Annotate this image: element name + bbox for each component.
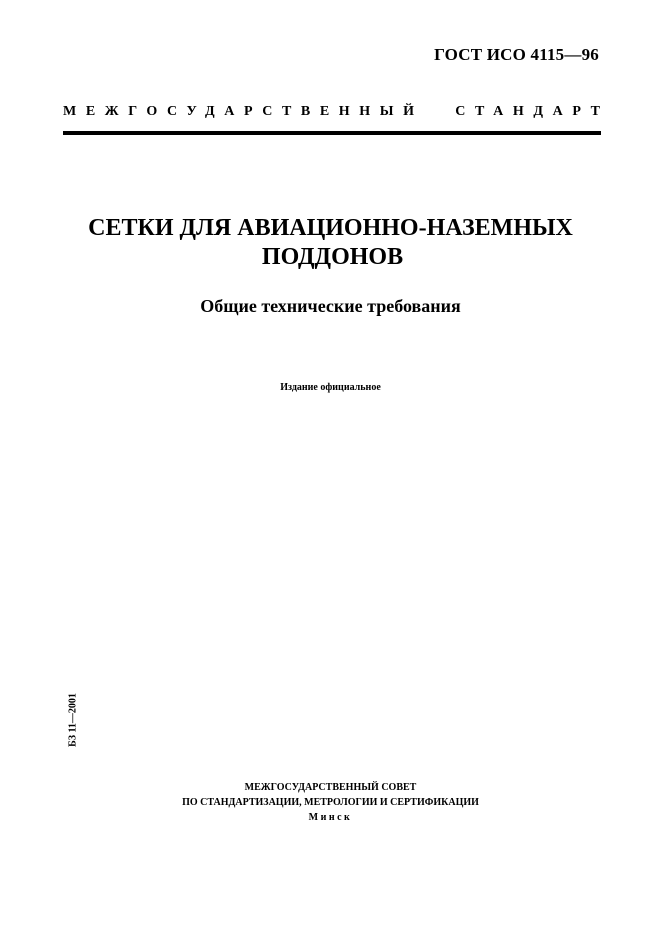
header-divider	[63, 131, 601, 135]
side-catalog-code: БЗ 11—2001	[67, 693, 79, 747]
banner-word-interstate: МЕЖГОСУДАРСТВЕННЫЙ	[63, 104, 424, 119]
banner-word-standard: СТАНДАРТ	[455, 104, 610, 119]
publisher-city: Минск	[308, 812, 353, 823]
edition-label: Издание официальное	[280, 382, 381, 393]
publisher-block	[0, 780, 661, 825]
document-number: ГОСТ ИСО 4115—96	[434, 45, 599, 64]
document-title	[0, 214, 661, 272]
document-subtitle: Общие технические требования	[200, 296, 461, 316]
standard-type-banner	[63, 104, 610, 120]
publisher-line-2: ПО СТАНДАРТИЗАЦИИ, МЕТРОЛОГИИ И СЕРТИФИКАЦИИ	[182, 797, 479, 808]
publisher-line-1: МЕЖГОСУДАРСТВЕННЫЙ СОВЕТ	[244, 782, 417, 793]
title-line-2: ПОДДОНОВ	[261, 244, 404, 270]
title-line-1: СЕТКИ ДЛЯ АВИАЦИОННО-НАЗЕМНЫХ	[88, 215, 573, 241]
